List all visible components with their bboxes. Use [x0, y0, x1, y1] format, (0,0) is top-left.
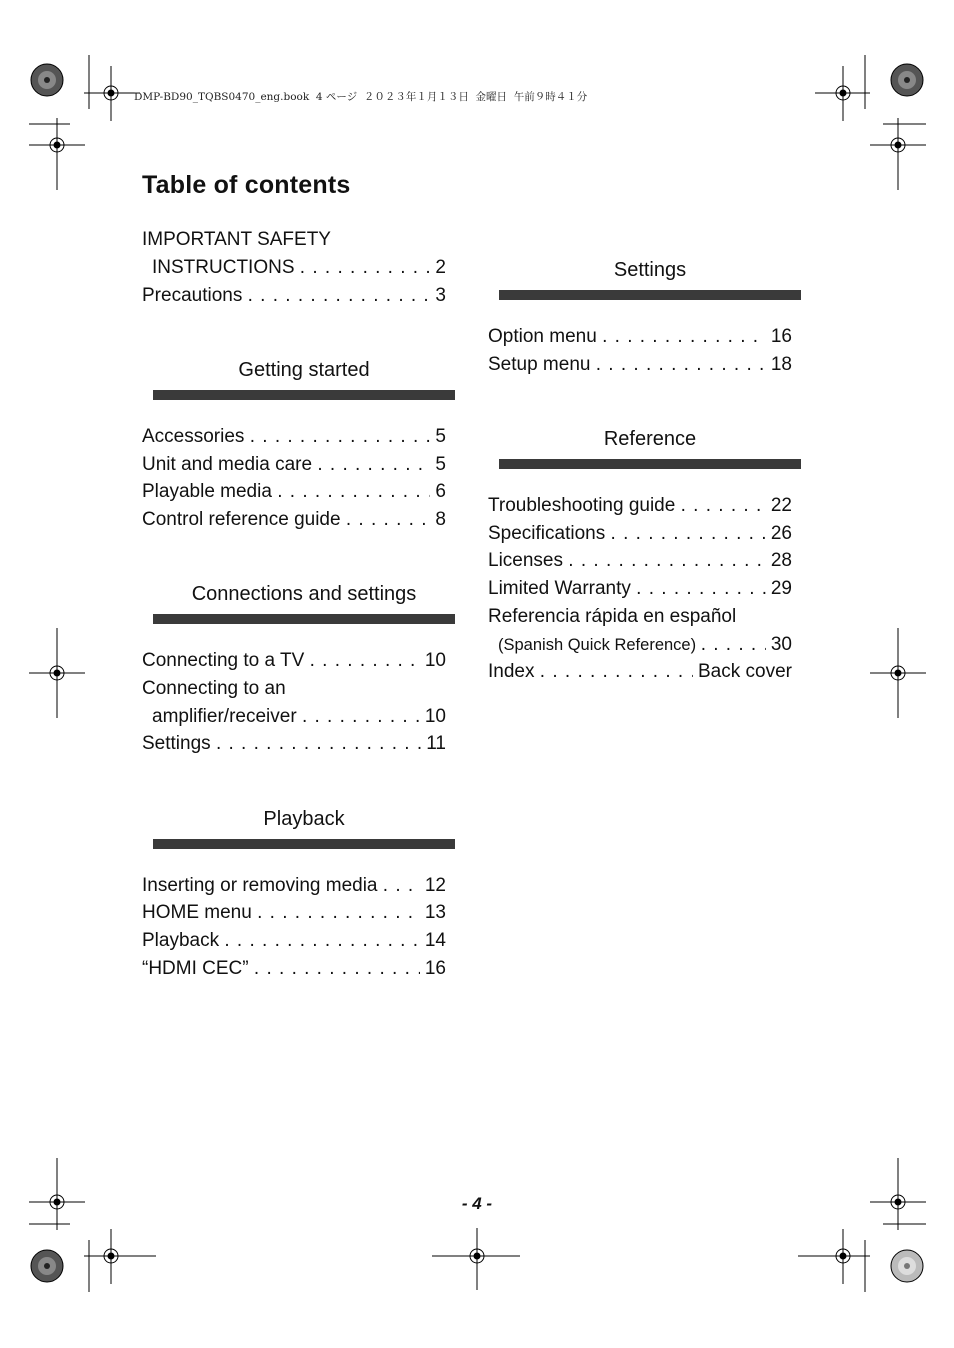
- toc-entry[interactable]: [142, 481, 446, 503]
- section-title-getting-started: Getting started: [238, 359, 370, 381]
- entry-page: 6: [430, 481, 446, 502]
- leader-dots: [216, 733, 421, 755]
- section-divider: [499, 459, 801, 469]
- entry-page: 3: [430, 285, 446, 306]
- entry-page: 10: [419, 650, 446, 671]
- toc-entry-safety[interactable]: [152, 257, 446, 279]
- toc-entry[interactable]: [142, 733, 446, 755]
- entry-page: Back cover: [692, 661, 792, 682]
- entry-page: 22: [765, 495, 792, 516]
- leader-dots: [224, 930, 419, 952]
- entry-page: 29: [765, 578, 792, 599]
- registration-wheel-icon: [891, 64, 923, 96]
- entry-label: Option menu: [488, 326, 603, 347]
- crosshair-icon: [870, 118, 926, 190]
- toc-entry[interactable]: [488, 550, 792, 572]
- toc-entry[interactable]: [152, 706, 446, 728]
- section-title-reference: Reference: [603, 428, 697, 450]
- leader-dots: [250, 426, 430, 448]
- entry-page: 26: [765, 523, 792, 544]
- entry-page: 8: [430, 509, 446, 530]
- crosshair-icon: [84, 66, 140, 121]
- entry-label: Precautions: [142, 285, 248, 306]
- entry-label: (Spanish Quick Reference): [498, 636, 701, 654]
- print-header: DMP-BD90_TQBS0470_eng.book 4 ページ ２０２３年１月１３日 金曜日 午前９時４１分: [134, 91, 588, 103]
- toc-entry[interactable]: [142, 650, 446, 672]
- toc-entry[interactable]: [142, 509, 446, 531]
- crosshair-icon: [84, 1229, 156, 1284]
- leader-dots: [302, 706, 420, 728]
- leader-dots: [248, 285, 431, 307]
- toc-entry[interactable]: [142, 930, 446, 952]
- entry-page: 16: [765, 326, 792, 347]
- entry-label: INSTRUCTIONS: [152, 257, 300, 278]
- toc-entry-precautions[interactable]: [142, 285, 446, 307]
- section-divider: [153, 614, 455, 624]
- toc-entry[interactable]: [488, 661, 792, 683]
- entry-label: Licenses: [488, 550, 569, 571]
- leader-dots: [596, 354, 766, 376]
- entry-label: Unit and media care: [142, 454, 318, 475]
- entry-page: 14: [419, 930, 446, 951]
- toc-entry[interactable]: [488, 354, 792, 376]
- leader-dots: [277, 481, 430, 503]
- entry-page: 2: [430, 257, 446, 278]
- leader-dots: [383, 875, 420, 897]
- entry-label: amplifier/receiver: [152, 706, 302, 727]
- entry-label: Setup menu: [488, 354, 596, 375]
- entry-page: 5: [430, 426, 446, 447]
- leader-dots: [602, 326, 766, 348]
- entry-label: “HDMI CEC”: [142, 958, 254, 979]
- page-title: Table of contents: [142, 171, 351, 199]
- toc-entry[interactable]: [142, 426, 446, 448]
- page-number: - 4 -: [461, 1194, 493, 1213]
- entry-label: Control reference guide: [142, 509, 346, 530]
- leader-dots: [701, 634, 766, 656]
- leader-dots: [300, 257, 430, 279]
- toc-entry[interactable]: [488, 495, 792, 517]
- toc-entry[interactable]: [142, 958, 446, 980]
- crosshair-icon: [870, 628, 926, 718]
- leader-dots: [636, 578, 765, 600]
- crosshair-icon: [815, 66, 870, 121]
- section-divider: [153, 839, 455, 849]
- registration-wheel-icon: [31, 64, 63, 96]
- entry-page: 18: [765, 354, 792, 375]
- entry-label: Accessories: [142, 426, 250, 447]
- leader-dots: [611, 523, 766, 545]
- entry-label: Troubleshooting guide: [488, 495, 681, 516]
- entry-label: Playback: [142, 930, 225, 951]
- leader-dots: [317, 454, 430, 476]
- entry-label: Settings: [142, 733, 216, 754]
- section-title-playback: Playback: [263, 808, 345, 830]
- entry-page: 10: [419, 706, 446, 727]
- toc-entry[interactable]: [488, 523, 792, 545]
- entry-page: 16: [419, 958, 446, 979]
- registration-wheel-icon: [891, 1250, 923, 1282]
- leader-dots: [254, 958, 420, 980]
- toc-entry[interactable]: [142, 454, 446, 476]
- entry-page: 30: [765, 634, 792, 655]
- toc-entry-spanish-line1[interactable]: Referencia rápida en español: [488, 606, 737, 627]
- entry-label: HOME menu: [142, 902, 258, 923]
- entry-label: Connecting to a TV: [142, 650, 310, 671]
- toc-entry-safety-line1[interactable]: IMPORTANT SAFETY: [142, 229, 331, 250]
- entry-label: Playable media: [142, 481, 278, 502]
- toc-entry[interactable]: [142, 875, 446, 897]
- leader-dots: [681, 495, 766, 517]
- leader-dots: [257, 902, 419, 924]
- leader-dots: [310, 650, 420, 672]
- leader-dots: [540, 661, 693, 683]
- section-title-settings: Settings: [613, 259, 687, 281]
- entry-label: Index: [488, 661, 540, 682]
- entry-label: Inserting or removing media: [142, 875, 383, 896]
- toc-entry[interactable]: [488, 326, 792, 348]
- crosshair-icon: [798, 1229, 870, 1284]
- entry-page: 28: [765, 550, 792, 571]
- crosshair-icon: [29, 118, 85, 190]
- entry-page: 12: [419, 875, 446, 896]
- entry-page: 11: [420, 733, 446, 754]
- toc-entry-amplifier-line1[interactable]: Connecting to an: [142, 678, 286, 699]
- entry-page: 5: [430, 454, 446, 475]
- registration-wheel-icon: [31, 1250, 63, 1282]
- leader-dots: [568, 550, 765, 572]
- entry-label: Limited Warranty: [488, 578, 637, 599]
- toc-entry[interactable]: [498, 634, 792, 656]
- entry-label: Specifications: [488, 523, 611, 544]
- section-divider: [499, 290, 801, 300]
- crosshair-icon: [29, 628, 85, 718]
- leader-dots: [346, 509, 430, 531]
- toc-entry[interactable]: [142, 902, 446, 924]
- section-divider: [153, 390, 455, 400]
- section-title-connections: Connections and settings: [191, 583, 417, 605]
- crosshair-icon: [432, 1228, 520, 1290]
- toc-entry[interactable]: [488, 578, 792, 600]
- entry-page: 13: [419, 902, 446, 923]
